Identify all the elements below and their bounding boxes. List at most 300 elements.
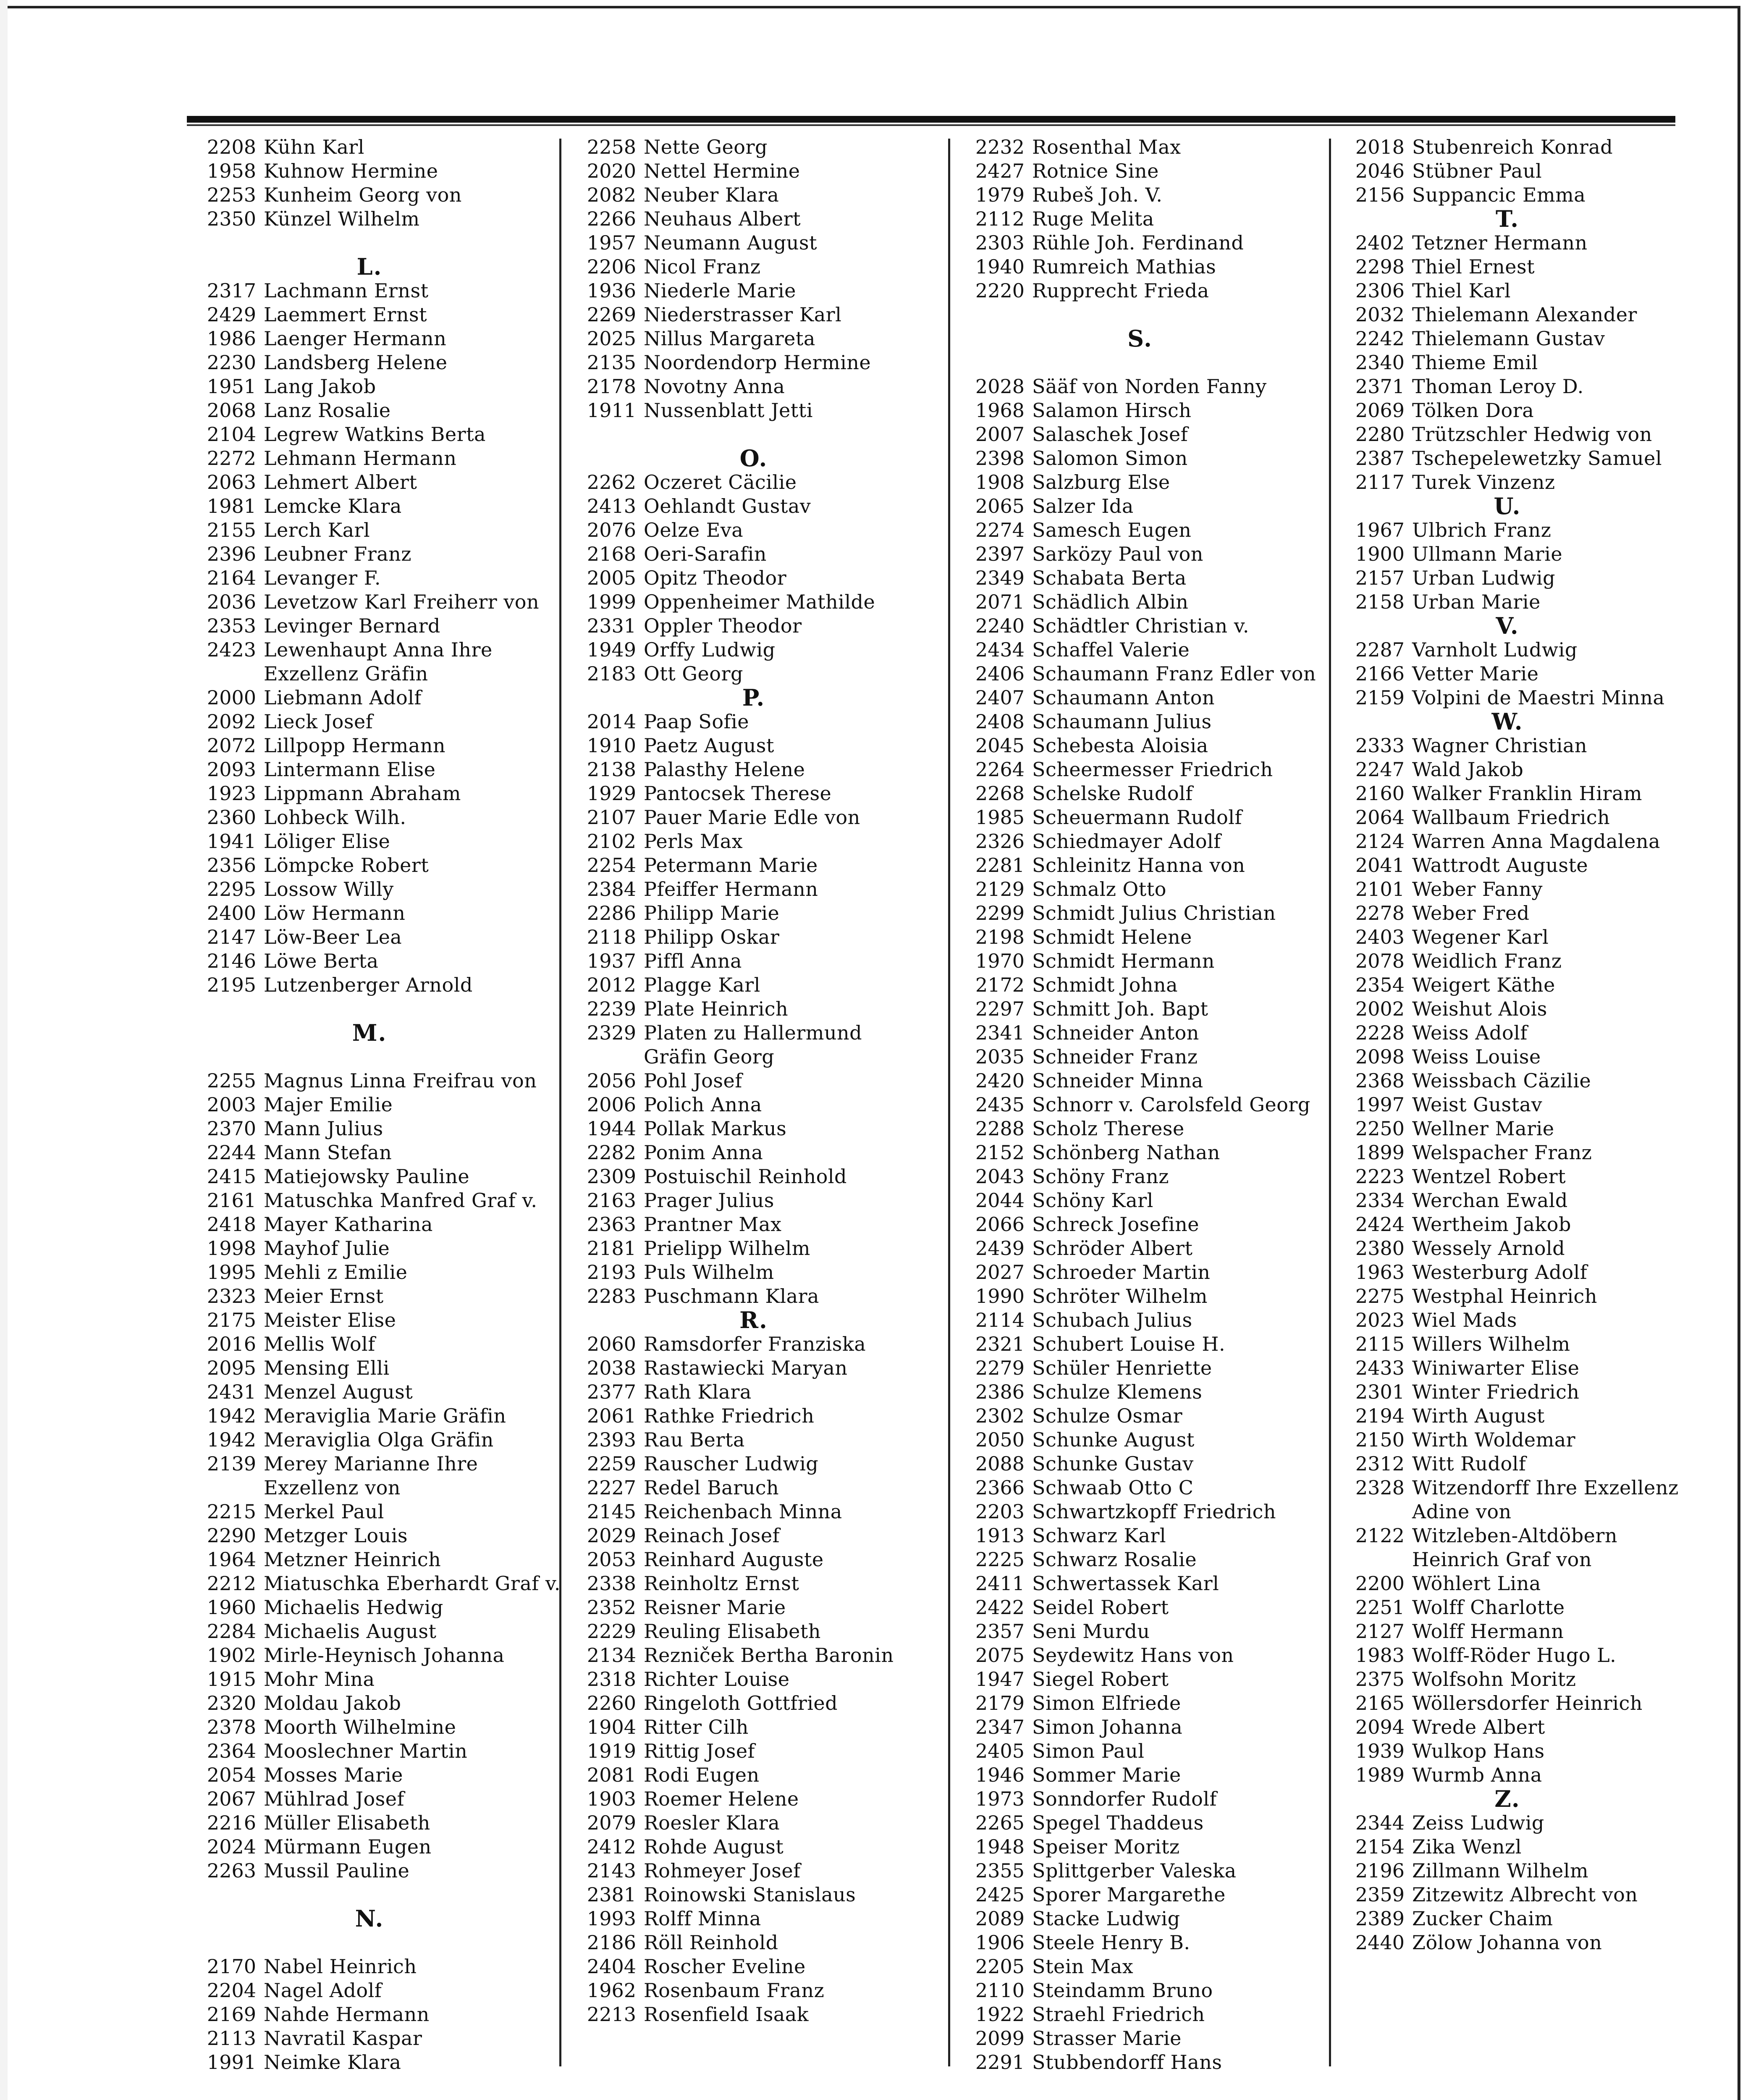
entry-name: Ruge Melita	[1032, 207, 1154, 230]
list-item	[1333, 830, 1682, 853]
list-item	[1333, 1236, 1682, 1260]
list-item	[1333, 925, 1682, 949]
entry-name: Simon Elfriede	[1032, 1692, 1181, 1714]
list-item	[185, 806, 554, 830]
entry-number: 2163	[587, 1189, 636, 1212]
entry-number: 2146	[207, 950, 256, 972]
list-item	[1333, 1643, 1682, 1667]
entry-number: 2183	[587, 662, 636, 685]
entry-number: 2175	[207, 1309, 256, 1331]
entry-number: 2250	[1355, 1117, 1405, 1140]
list-item	[953, 446, 1327, 470]
list-item	[953, 2026, 1327, 2050]
entry-number: 2139	[207, 1452, 256, 1475]
entry-name: Müller Elisabeth	[264, 1811, 430, 1834]
entry-name: Salomon Simon	[1032, 447, 1188, 470]
entry-number: 1913	[975, 1524, 1025, 1547]
entry-name: Wentzel Robert	[1412, 1165, 1566, 1188]
entry-number: 1911	[587, 399, 636, 422]
entry-name: Strasser Marie	[1032, 2027, 1182, 2050]
entry-name: Schädlich Albin	[1032, 591, 1189, 613]
list-item	[953, 542, 1327, 566]
entry-number: 2088	[975, 1452, 1025, 1475]
list-item	[1333, 590, 1682, 614]
entry-name: Wellner Marie	[1412, 1117, 1554, 1140]
entry-number: 2154	[1355, 1835, 1405, 1858]
entry-name: Nahde Hermann	[264, 2003, 430, 2026]
list-item	[1333, 973, 1682, 997]
list-item	[953, 1811, 1327, 1835]
entry-number: 2200	[1355, 1572, 1405, 1595]
list-item	[953, 1380, 1327, 1404]
entry-number: 2389	[1355, 1907, 1405, 1930]
list-item	[953, 183, 1327, 207]
list-item	[565, 1165, 943, 1189]
entry-number: 2356	[207, 854, 256, 877]
list-item	[565, 183, 943, 207]
list-item	[565, 877, 943, 901]
entry-name: Löwe Berta	[264, 950, 379, 972]
entry-name: Schwartzkopff Friedrich	[1032, 1500, 1276, 1523]
entry-name: Salzburg Else	[1032, 471, 1170, 494]
entry-number: 2045	[975, 734, 1025, 757]
entry-name: Schaumann Franz Edler von	[1032, 662, 1316, 685]
entry-name: Rosenfield Isaak	[644, 2003, 809, 2026]
list-item	[185, 1213, 554, 1236]
entry-name: Weishut Alois	[1412, 998, 1547, 1020]
list-item	[565, 1069, 943, 1093]
entry-name: Rauscher Ludwig	[644, 1452, 819, 1475]
list-item	[565, 1476, 943, 1500]
entry-name: Thieme Emil	[1412, 351, 1538, 374]
entry-name: Zillmann Wilhelm	[1412, 1859, 1589, 1882]
list-item	[185, 1572, 561, 1596]
list-item	[1333, 1284, 1682, 1308]
list-item	[1333, 279, 1682, 303]
list-item	[565, 1883, 943, 1907]
entry-number: 2247	[1355, 758, 1405, 781]
entry-name: Paetz August	[644, 734, 774, 757]
list-item	[1333, 159, 1682, 183]
entry-number: 2278	[1355, 902, 1405, 924]
section-spacer	[185, 1931, 554, 1955]
entry-number: 1981	[207, 495, 256, 517]
entry-name: Löliger Elise	[264, 830, 390, 853]
entry-name: Straehl Friedrich	[1032, 2003, 1205, 2026]
entry-name: Wessely Arnold	[1412, 1237, 1565, 1260]
list-item	[1333, 901, 1682, 925]
entry-number: 2193	[587, 1261, 636, 1284]
list-item	[953, 830, 1327, 853]
entry-number: 2244	[207, 1141, 256, 1164]
list-item	[565, 830, 943, 853]
entry-name: Metzner Heinrich	[264, 1548, 441, 1571]
entry-number: 2387	[1355, 447, 1405, 470]
list-item	[565, 1596, 943, 1620]
entry-name: Witzleben-Altdöbern	[1412, 1524, 1618, 1547]
entry-name: Plagge Karl	[644, 974, 760, 996]
list-item	[565, 1021, 943, 1045]
entry-number: 2291	[975, 2051, 1025, 2074]
list-item	[185, 2026, 554, 2050]
list-item	[185, 1787, 554, 1811]
entry-number: 2113	[207, 2027, 256, 2050]
entry-number: 2216	[207, 1811, 256, 1834]
entry-number: 2281	[975, 854, 1025, 877]
entry-name: Varnholt Ludwig	[1412, 638, 1578, 661]
list-item	[185, 494, 554, 518]
list-item	[953, 734, 1327, 758]
entry-number: 2274	[975, 519, 1025, 541]
list-item	[1333, 782, 1682, 806]
list-item	[953, 470, 1327, 494]
entry-number: 2255	[207, 1069, 256, 1092]
entry-number: 2050	[975, 1428, 1025, 1451]
entry-number: 2262	[587, 471, 636, 494]
entry-name: Schröter Wilhelm	[1032, 1285, 1208, 1307]
entry-name: Rohmeyer Josef	[644, 1859, 801, 1882]
entry-number: 2145	[587, 1500, 636, 1523]
entry-number: 1970	[975, 950, 1025, 972]
list-item	[565, 1428, 943, 1452]
entry-number: 1963	[1355, 1261, 1405, 1284]
entry-name: Michaelis Hedwig	[264, 1596, 443, 1619]
entry-name: Spegel Thaddeus	[1032, 1811, 1204, 1834]
entry-name: Lillpopp Hermann	[264, 734, 446, 757]
entry-name: Zeiss Ludwig	[1412, 1811, 1544, 1834]
entry-number: 2152	[975, 1141, 1025, 1164]
entry-name: Plate Heinrich	[644, 998, 789, 1020]
entry-name: Thiel Karl	[1412, 279, 1511, 302]
entry-name: Rath Klara	[644, 1381, 752, 1403]
entry-number: 2412	[587, 1835, 636, 1858]
entry-name: Oppenheimer Mathilde	[644, 591, 875, 613]
entry-name: Wolff-Röder Hugo L.	[1412, 1644, 1617, 1667]
entry-name: Nillus Margareta	[644, 327, 815, 350]
entry-name: Roesler Klara	[644, 1811, 780, 1834]
entry-number: 2380	[1355, 1237, 1405, 1260]
entry-number: 1983	[1355, 1644, 1405, 1667]
entry-number: 2312	[1355, 1452, 1405, 1475]
entry-number: 1967	[1355, 519, 1405, 541]
top-rule-thin	[187, 124, 1675, 126]
entry-name: Stubenreich Konrad	[1412, 136, 1613, 158]
entry-number: 2254	[587, 854, 636, 877]
entry-name: Schönberg Nathan	[1032, 1141, 1220, 1164]
entry-name: Weigert Käthe	[1412, 974, 1555, 996]
list-item	[185, 853, 554, 877]
entry-number: 2413	[587, 495, 636, 517]
list-item	[1333, 997, 1682, 1021]
section-spacer	[185, 997, 554, 1021]
entry-name: Speiser Moritz	[1032, 1835, 1180, 1858]
entry-number: 2161	[207, 1189, 256, 1212]
list-item	[185, 1739, 554, 1763]
entry-number: 2006	[587, 1093, 636, 1116]
entry-number: 1923	[207, 782, 256, 805]
section-letter-heading: R.	[739, 1307, 768, 1334]
entry-number: 2056	[587, 1069, 636, 1092]
entry-number: 1910	[587, 734, 636, 757]
entry-number: 2232	[975, 136, 1025, 158]
entry-name: Schüler Henriette	[1032, 1357, 1212, 1379]
list-item	[1333, 1524, 1682, 1548]
list-item	[185, 710, 554, 734]
section-letter-heading: Z.	[1494, 1785, 1520, 1812]
entry-number: 2408	[975, 710, 1025, 733]
entry-name: Kunheim Georg von	[264, 184, 462, 206]
entry-name: Kühn Karl	[264, 136, 364, 158]
list-item	[1333, 542, 1682, 566]
list-item	[185, 1332, 554, 1356]
entry-name: Schleinitz Hanna von	[1032, 854, 1245, 877]
entry-name: Tscheрelewetzky Samuel	[1412, 447, 1662, 470]
name-column-2	[565, 135, 943, 2067]
entry-number: 2029	[587, 1524, 636, 1547]
entry-name: Reichenbach Minna	[644, 1500, 842, 1523]
entry-name: Lang Jakob	[264, 375, 376, 398]
entry-number: 2076	[587, 519, 636, 541]
entry-number: 2060	[587, 1333, 636, 1355]
entry-number: 2377	[587, 1381, 636, 1403]
entry-name: Winiwarter Elise	[1412, 1357, 1580, 1379]
entry-number: 2429	[207, 303, 256, 326]
list-item	[185, 782, 554, 806]
entry-name: Weiss Louise	[1412, 1045, 1541, 1068]
entry-name: Lippmann Abraham	[264, 782, 461, 805]
list-item	[953, 1883, 1327, 1907]
entry-number: 2260	[587, 1692, 636, 1714]
entry-name: Lehmert Albert	[264, 471, 417, 494]
entry-name: Roemer Helene	[644, 1788, 799, 1810]
entry-name: Ponim Anna	[644, 1141, 763, 1164]
list-item	[185, 638, 554, 662]
entry-number: 2195	[207, 974, 256, 996]
entry-name: Legrew Watkins Berta	[264, 423, 486, 446]
entry-name: Schädtler Christian v.	[1032, 614, 1249, 637]
entry-name: Löw-Beer Lea	[264, 926, 402, 948]
entry-number: 2364	[207, 1740, 256, 1762]
entry-number: 2072	[207, 734, 256, 757]
entry-name: Niederstrasser Karl	[644, 303, 842, 326]
entry-number: 2127	[1355, 1620, 1405, 1643]
entry-name: Ringeloth Gottfried	[644, 1692, 838, 1714]
entry-number: 2159	[1355, 686, 1405, 709]
entry-name: Löw Hermann	[264, 902, 406, 924]
list-item	[185, 399, 554, 423]
entry-number: 2172	[975, 974, 1025, 996]
entry-name: Stübner Paul	[1412, 160, 1542, 182]
entry-name: Wolff Charlotte	[1412, 1596, 1565, 1619]
entry-name: Röll Reinhold	[644, 1931, 778, 1954]
entry-number: 2427	[975, 160, 1025, 182]
entry-name: Matuschka Manfred Graf v.	[264, 1189, 537, 1212]
entry-number: 2366	[975, 1476, 1025, 1499]
list-item	[185, 734, 554, 758]
list-item	[1333, 399, 1682, 423]
section-letter-heading: N.	[355, 1905, 384, 1932]
list-item	[185, 2050, 554, 2074]
entry-number: 2302	[975, 1404, 1025, 1427]
list-item	[1333, 1093, 1682, 1117]
entry-number: 2264	[975, 758, 1025, 781]
section-letter-heading: S.	[1127, 325, 1153, 352]
entry-number: 2178	[587, 375, 636, 398]
entry-name: Neuhaus Albert	[644, 207, 801, 230]
entry-number: 2404	[587, 1955, 636, 1978]
list-item	[1333, 1476, 1682, 1500]
list-item	[953, 1404, 1327, 1428]
entry-number: 2400	[207, 902, 256, 924]
entry-name: Platen zu Hallermund	[644, 1021, 862, 1044]
list-item	[565, 1811, 943, 1835]
list-item	[185, 542, 554, 566]
list-item	[185, 1117, 554, 1141]
entry-name: Redel Baruch	[644, 1476, 779, 1499]
entry-number: 2081	[587, 1764, 636, 1786]
list-item	[1333, 183, 1682, 207]
entry-name: Sommer Marie	[1032, 1764, 1181, 1786]
entry-name: Metzger Louis	[264, 1524, 408, 1547]
list-item	[185, 327, 554, 351]
entry-number: 2263	[207, 1859, 256, 1882]
list-item	[185, 686, 554, 710]
entry-number: 2434	[975, 638, 1025, 661]
entry-number: 2418	[207, 1213, 256, 1236]
list-item	[565, 1332, 943, 1356]
list-item	[565, 1236, 943, 1260]
entry-number: 2403	[1355, 926, 1405, 948]
entry-number: 2318	[587, 1668, 636, 1690]
entry-name: Turek Vinzenz	[1412, 471, 1555, 494]
list-item	[185, 1859, 554, 1883]
list-item	[1333, 1667, 1682, 1691]
entry-number: 2166	[1355, 662, 1405, 685]
list-item	[1333, 1691, 1682, 1715]
list-item	[1333, 638, 1682, 662]
list-item	[953, 494, 1327, 518]
entry-number: 1998	[207, 1237, 256, 1260]
list-item	[565, 135, 943, 159]
entry-name: Witzendorff Ihre Exzellenz	[1412, 1476, 1679, 1499]
entry-number: 2298	[1355, 255, 1405, 278]
list-item	[185, 1476, 554, 1500]
entry-name: Levinger Bernard	[264, 614, 440, 637]
entry-number: 2138	[587, 758, 636, 781]
section-spacer	[953, 351, 1327, 375]
entry-number: 1973	[975, 1788, 1025, 1810]
list-item	[1333, 1452, 1682, 1476]
entry-name: Rolff Minna	[644, 1907, 761, 1930]
list-item	[1333, 1117, 1682, 1141]
entry-name: Pauer Marie Edle von	[644, 806, 860, 829]
entry-name: Schröder Albert	[1032, 1237, 1193, 1260]
section-letter-heading: U.	[1494, 493, 1521, 520]
list-item	[1333, 1572, 1682, 1596]
list-item	[953, 1859, 1327, 1883]
entry-number: 2317	[207, 279, 256, 302]
entry-name: Mayhof Julie	[264, 1237, 390, 1260]
entry-name: Paap Sofie	[644, 710, 749, 733]
entry-name: Seidel Robert	[1032, 1596, 1169, 1619]
entry-number: 1957	[587, 231, 636, 254]
entry-number: 1900	[1355, 543, 1405, 565]
list-item	[565, 1117, 943, 1141]
list-item	[565, 925, 943, 949]
entry-name: Wurmb Anna	[1412, 1764, 1542, 1786]
entry-number: 2046	[1355, 160, 1405, 182]
entry-number: 2363	[587, 1213, 636, 1236]
list-item	[185, 1955, 554, 1979]
list-item	[185, 877, 554, 901]
entry-number: 2286	[587, 902, 636, 924]
entry-number: 2204	[207, 1979, 256, 2002]
entry-number: 2371	[1355, 375, 1405, 398]
list-item	[1333, 1213, 1682, 1236]
entry-name: Witt Rudolf	[1412, 1452, 1526, 1475]
entry-name: Scholz Therese	[1032, 1117, 1185, 1140]
list-item	[185, 1380, 554, 1404]
entry-number: 2398	[975, 447, 1025, 470]
entry-name: Schöny Franz	[1032, 1165, 1169, 1188]
list-item	[185, 1260, 554, 1284]
entry-number: 2375	[1355, 1668, 1405, 1690]
entry-name: Puls Wilhelm	[644, 1261, 774, 1284]
entry-name: Noordendorp Hermine	[644, 351, 871, 374]
entry-name: Urban Marie	[1412, 591, 1541, 613]
entry-name: Reinholtz Ernst	[644, 1572, 799, 1595]
list-item	[185, 1691, 554, 1715]
entry-number: 1942	[207, 1428, 256, 1451]
list-item	[953, 566, 1327, 590]
entry-name: Nicol Franz	[644, 255, 761, 278]
entry-name: Mann Stefan	[264, 1141, 392, 1164]
list-item	[565, 1404, 943, 1428]
entry-number: 2321	[975, 1333, 1025, 1355]
entry-number: 2328	[1355, 1476, 1405, 1499]
entry-name: Laemmert Ernst	[264, 303, 427, 326]
list-item	[565, 710, 943, 734]
list-item	[185, 1763, 554, 1787]
entry-number: 1937	[587, 950, 636, 972]
entry-number: 2194	[1355, 1404, 1405, 1427]
entry-number: 2053	[587, 1548, 636, 1571]
list-item	[565, 1763, 943, 1787]
list-item	[565, 1524, 943, 1548]
list-item	[565, 518, 943, 542]
list-item	[565, 1715, 943, 1739]
entry-name: Philipp Oskar	[644, 926, 780, 948]
entry-name: Salzer Ida	[1032, 495, 1134, 517]
entry-number: 2043	[975, 1165, 1025, 1188]
list-item	[185, 1835, 554, 1859]
list-item	[1333, 1260, 1682, 1284]
list-item	[565, 590, 943, 614]
entry-name: Novotny Anna	[644, 375, 785, 398]
entry-name: Rittig Josef	[644, 1740, 755, 1762]
list-item	[565, 1356, 943, 1380]
entry-number: 2129	[975, 878, 1025, 900]
list-item	[1333, 1428, 1682, 1452]
list-item	[185, 518, 554, 542]
entry-number: 2071	[975, 591, 1025, 613]
entry-number: 2269	[587, 303, 636, 326]
name-column-1	[185, 135, 561, 2074]
entry-number: 2068	[207, 399, 256, 422]
entry-name: Petermann Marie	[644, 854, 818, 877]
entry-number: 2213	[587, 2003, 636, 2026]
entry-name: Schaumann Julius	[1032, 710, 1212, 733]
